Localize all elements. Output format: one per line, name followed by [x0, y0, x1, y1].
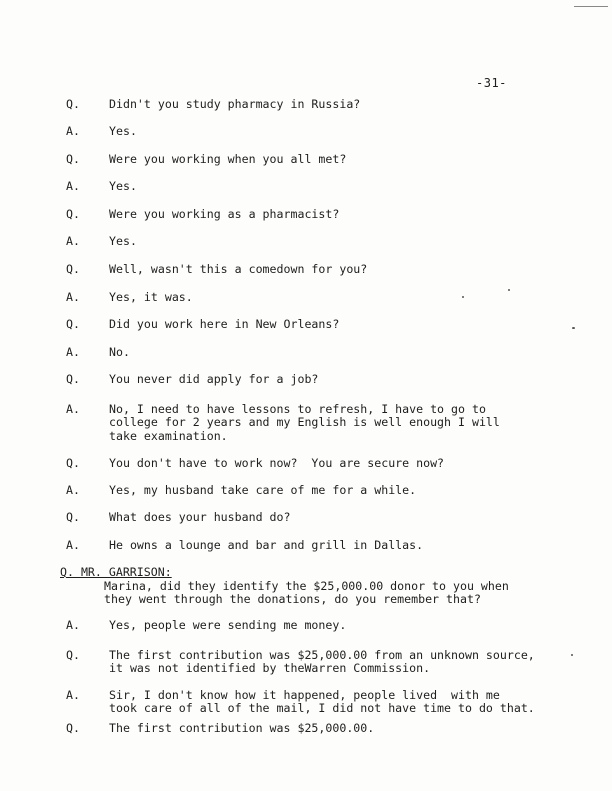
- question-label: Q.: [66, 207, 80, 221]
- question-label: Q.: [66, 648, 80, 662]
- answer-label: A.: [66, 345, 80, 359]
- transcript-line: Yes.: [109, 179, 137, 193]
- answer-label: A.: [66, 124, 80, 138]
- answer-label: A.: [66, 402, 80, 416]
- speaker-label: Q. MR. GARRISON:: [60, 565, 172, 579]
- transcript-line: Yes, people were sending me money.: [109, 618, 347, 632]
- transcript-line: it was not identified by theWarren Commission.: [109, 661, 431, 676]
- transcript-line: What does your husband do?: [109, 510, 291, 524]
- answer-label: A.: [66, 179, 80, 193]
- transcript-line: Were you working as a pharmacist?: [109, 207, 340, 221]
- scan-edge-mark: [574, 6, 608, 7]
- transcript-line: No, I need to have lessons to refresh, I have to go to: [109, 402, 486, 416]
- question-label: Q.: [66, 456, 80, 470]
- transcript-line: Yes, it was.: [109, 290, 193, 304]
- question-label: Q.: [66, 317, 80, 331]
- transcript-line: Sir, I don't know how it happened, people lived with me: [109, 688, 500, 702]
- transcript-line: took care of all of the mail, I did not have time to do that.: [109, 701, 535, 716]
- answer-label: A.: [66, 618, 80, 632]
- transcript-line: No.: [109, 345, 130, 359]
- transcript-line: You never did apply for a job?: [109, 372, 319, 386]
- transcript-line: Well, wasn't this a comedown for you?: [109, 262, 368, 276]
- transcript-line: Yes.: [109, 124, 137, 138]
- question-label: Q.: [66, 152, 80, 166]
- scan-speck: [508, 289, 510, 291]
- transcript-line: Yes.: [109, 234, 137, 248]
- transcript-line: Didn't you study pharmacy in Russia?: [109, 97, 361, 111]
- question-label: Q.: [66, 262, 80, 276]
- answer-label: A.: [66, 290, 80, 304]
- transcript-line: Did you work here in New Orleans?: [109, 317, 340, 331]
- transcript-line: they went through the donations, do you remember that?: [104, 591, 481, 606]
- question-label: Q.: [66, 721, 80, 735]
- answer-label: A.: [66, 483, 80, 497]
- scan-speck: [571, 654, 573, 656]
- transcript-line: The first contribution was $25,000.00 from an unknown source,: [109, 648, 535, 662]
- answer-label: A.: [66, 538, 80, 552]
- answer-label: A.: [66, 688, 80, 702]
- scan-speck: [462, 296, 464, 298]
- transcript-line: Yes, my husband take care of me for a while.: [109, 483, 417, 497]
- question-label: Q.: [66, 97, 80, 111]
- question-label: Q.: [66, 510, 80, 524]
- transcript-line: You don't have to work now? You are secure now?: [109, 456, 445, 470]
- question-label: Q.: [66, 372, 80, 386]
- transcript-line: college for 2 years and my English is well enough I will: [109, 415, 500, 430]
- transcript-line: He owns a lounge and bar and grill in Dallas.: [109, 538, 424, 552]
- transcript-line: Marina, did they identify the $25,000.00 donor to you when: [104, 578, 509, 593]
- answer-label: A.: [66, 234, 80, 248]
- transcript-line: The first contribution was $25,000.00.: [109, 721, 375, 735]
- page-number: -31-: [476, 76, 507, 90]
- transcript-line: take examination.: [109, 428, 228, 443]
- scan-speck: [572, 327, 575, 329]
- transcript-line: Were you working when you all met?: [109, 152, 347, 166]
